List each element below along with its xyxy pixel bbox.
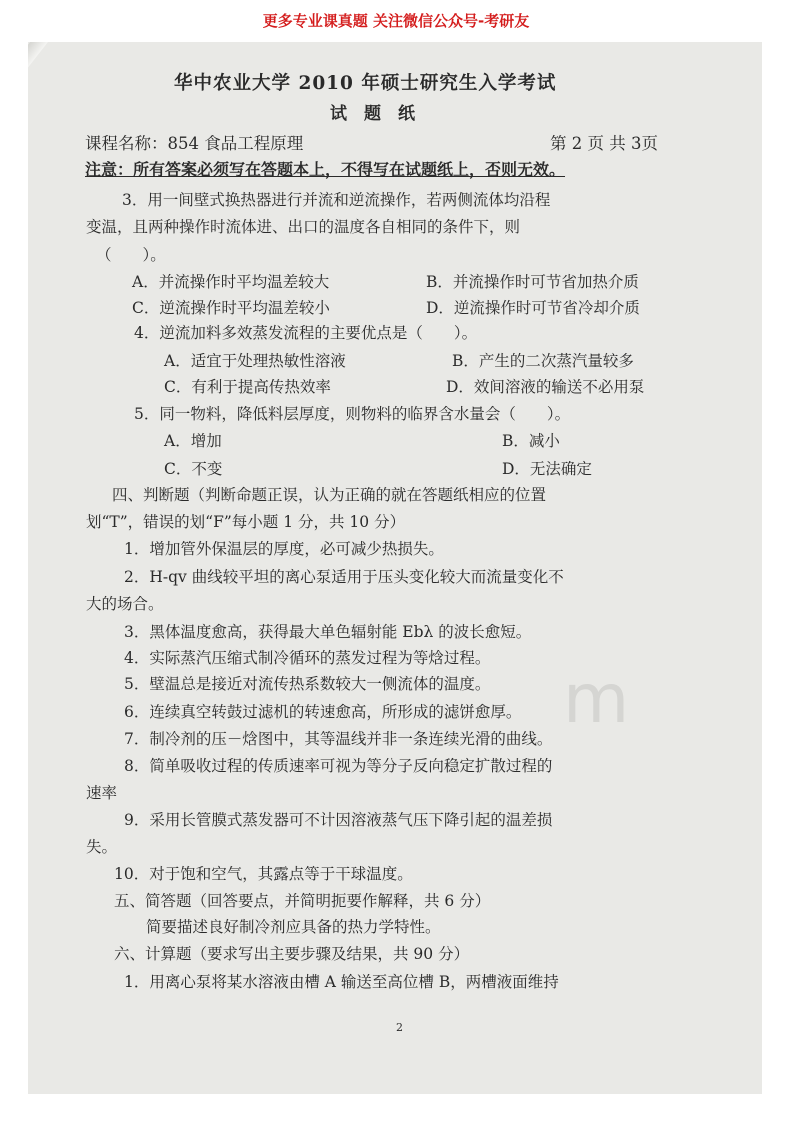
watermark-banner: 更多专业课真题 关注微信公众号-考研友 [262,12,530,30]
judge-item-9-cont: 失。 [86,838,118,856]
section5-item: 简要描述良好制冷剂应具备的热力学特性。 [146,918,441,936]
judge-item-2-cont: 大的场合。 [86,595,164,613]
page-number: 2 [396,1021,403,1034]
notice: 注意：所有答案必须写在答题本上，不得写在试题纸上，否则无效。 [85,160,566,179]
q4-stem: 4．逆流加料多效蒸发流程的主要优点是（ ）。 [134,324,478,342]
background-watermark: m [563,660,632,739]
judge-item-8: 8．简单吸收过程的传质速率可视为等分子反向稳定扩散过程的 [124,757,553,775]
judge-item-7: 7．制冷剂的压－焓图中，其等温线并非一条连续光滑的曲线。 [124,730,553,748]
q5-stem: 5．同一物料，降低料层厚度，则物料的临界含水量会（ ）。 [134,405,571,423]
q3-option-b: B．并流操作时可节省加热介质 [426,273,639,291]
judge-item-8-cont: 速率 [86,784,118,802]
q3-stem-line-3: （ ）。 [96,246,166,264]
q3-stem-line-2: 变温，且两种操作时流体进、出口的温度各自相同的条件下，则 [86,218,521,236]
section6-heading: 六、计算题（要求写出主要步骤及结果，共 90 分） [114,945,470,963]
judge-item-6: 6．连续真空转鼓过滤机的转速愈高，所形成的滤饼愈厚。 [124,703,522,721]
page-info: 第 2 页 共 3页 [550,134,658,153]
judge-item-10: 10．对于饱和空气，其露点等于干球温度。 [114,865,413,883]
exam-title: 华中农业大学 2010 年硕士研究生入学考试 [174,73,557,94]
q4-option-a: A．适宜于处理热敏性溶液 [164,352,346,370]
q4-option-c: C．有利于提高传热效率 [164,378,331,396]
q3-option-c: C．逆流操作时平均温差较小 [132,299,330,317]
q4-option-d: D．效间溶液的输送不必用泵 [446,378,645,396]
section4-heading-line-1: 四、判断题（判断命题正误，认为正确的就在答题纸相应的位置 [112,486,547,504]
section5-heading: 五、简答题（回答要点，并简明扼要作解释，共 6 分） [114,892,491,910]
section4-heading-line-2: 划“T”，错误的划“F”每小题 1 分，共 10 分） [86,513,406,531]
judge-item-5: 5．壁温总是接近对流传热系数较大一侧流体的温度。 [124,675,491,693]
course-name: 课程名称：854 食品工程原理 [85,134,304,153]
q3-option-a: A．并流操作时平均温差较大 [132,273,330,291]
judge-item-4: 4．实际蒸汽压缩式制冷循环的蒸发过程为等焓过程。 [124,649,491,667]
judge-item-2: 2．H-qv 曲线较平坦的离心泵适用于压头变化较大而流量变化不 [124,568,564,586]
q3-option-d: D．逆流操作时可节省冷却介质 [426,299,640,317]
q5-option-a: A．增加 [164,432,222,450]
exam-page [28,42,762,1094]
q5-option-b: B．减小 [502,432,560,450]
page-fold-shadow [28,42,49,159]
q3-stem-line-1: 3．用一间壁式换热器进行并流和逆流操作，若两侧流体均沿程 [122,191,551,209]
q5-option-c: C．不变 [164,460,223,478]
section6-item-1: 1．用离心泵将某水溶液由槽 A 输送至高位槽 B，两槽液面维持 [124,973,559,991]
q4-option-b: B．产生的二次蒸汽量较多 [452,352,634,370]
q5-option-d: D．无法确定 [502,460,592,478]
judge-item-3: 3．黑体温度愈高，获得最大单色辐射能 Ebλ 的波长愈短。 [124,623,532,641]
judge-item-9: 9．采用长管膜式蒸发器可不计因溶液蒸气压下降引起的温差损 [124,811,553,829]
judge-item-1: 1．增加管外保温层的厚度，必可减少热损失。 [124,540,444,558]
exam-subtitle: 试 题 纸 [330,104,415,124]
